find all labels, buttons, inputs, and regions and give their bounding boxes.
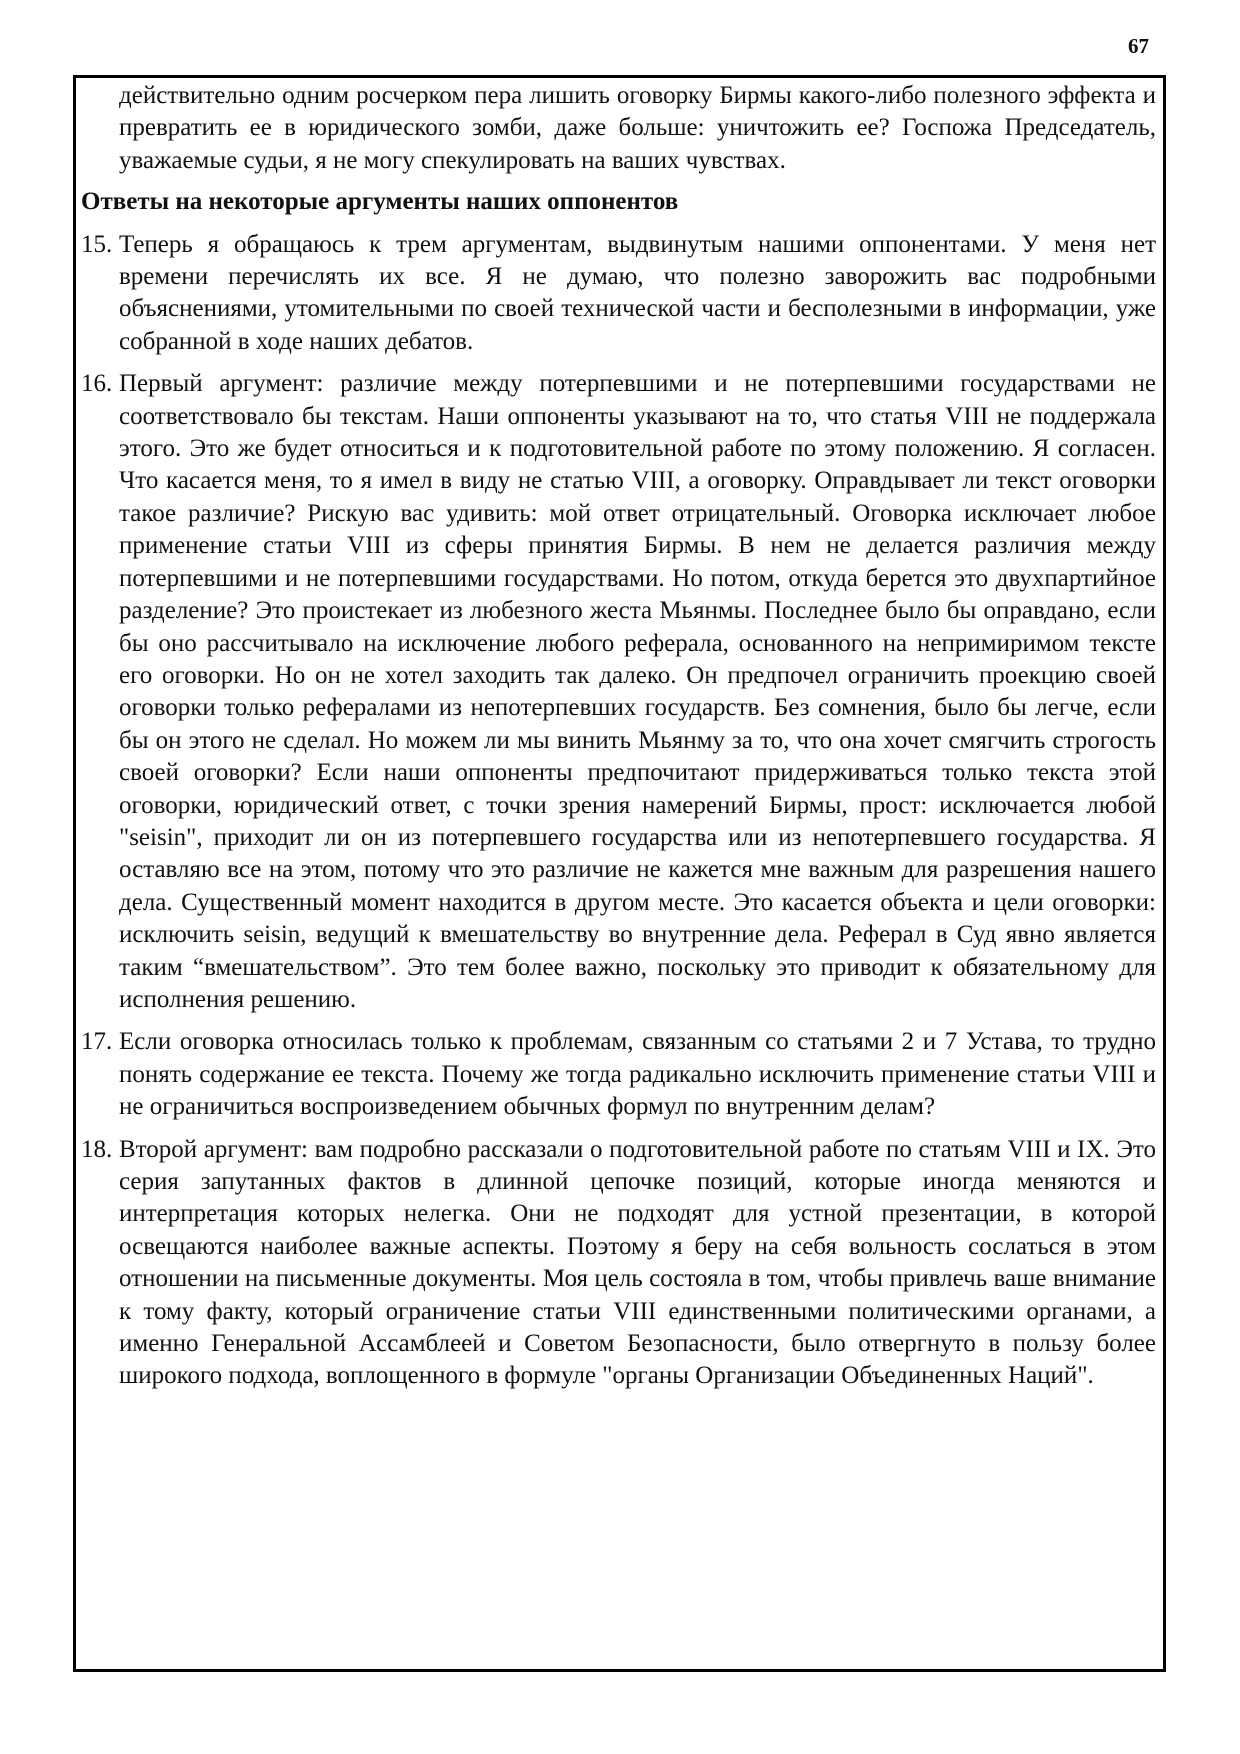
intro-paragraph: действительно одним росчерком пера лишить оговорку Бирмы какого-либо полезного эффекта и превратить ее в юридического зомби, даже больше: уничтожить ее? Госпожа Председатель, уважаемые судьи, я не могу спекулировать на ваших чувствах. — [119, 82, 1156, 174]
section-heading: Ответы на некоторые аргументы наших оппонентов — [81, 188, 679, 216]
numbered-paragraph-18 — [81, 1134, 1156, 1393]
paragraph-text: Теперь я обращаюсь к трем аргументам, выдвинутым нашими оппонентами. У меня нет времени перечислять их все. Я не думаю, что полезно заворожить вас подробными объяснениями, утомительными по своей технической части и бесполезными в информации, уже собранной в ходе наших дебатов. — [119, 230, 1156, 355]
numbered-paragraph-17 — [81, 1026, 1156, 1123]
paragraph-number: 18. — [81, 1135, 113, 1163]
numbered-paragraph-16 — [81, 368, 1156, 1016]
paragraph-text: Первый аргумент: различие между потерпевшими и не потерпевшими государствами не соответствовало бы текстам. Наши оппоненты указывают на то, что статья VIII не поддержала этого. Это же будет относиться и к подготовительной работе по этому положению. Я согласен. Что касается меня, то я имел в виду не статью VIII, а оговорку. Оправдывает ли текст оговорки такое различие? Рискую вас удивить: мой ответ отрицательный. Оговорка исключает любое применение статьи VIII из сферы принятия Бирмы. В нем не делается различия между потерпевшими и не потерпевшими государствами. Но потом, откуда берется это двухпартийное разделение? Это проистекает из любезного жеста Мьянмы. Последнее было бы оправдано, если бы оно рассчитывало на исключение любого реферала, основанного на непримиримом тексте его оговорки. Но он не хотел заходить так далеко. Он предпочел ограничить проекцию своей оговорки только рефералами из непотерпевших государств. Без сомнения, было бы легче, если бы он этого не сделал. Но можем ли мы винить Мьянму за то, что она хочет смягчить строгость своей оговорки? Если наши оппоненты предпочитают придерживаться только текста этой оговорки, юридический ответ, с точки зрения намерений Бирмы, прост: исключается любой "seisin", приходит ли он из потерпевшего государства или из непотерпевшего государства. Я оставляю все на этом, потому что это различие не кажется мне важным для разрешения нашего дела. Существенный момент находится в другом месте. Это касается объекта и цели оговорки: исключить seisin, ведущий к вмешательству во внутренние дела. Реферал в Суд явно является таким “вмешательством”. Это тем более важно, поскольку это приводит к обязательному для исполнения решению. — [119, 370, 1156, 1013]
paragraph-text: Если оговорка относилась только к проблемам, связанным со статьями 2 и 7 Устава, то трудно понять содержание ее текста. Почему же тогда радикально исключить применение статьи VIII и не ограничиться воспроизведением обычных формул по внутренним делам? — [119, 1028, 1156, 1121]
numbered-paragraph-15 — [81, 229, 1156, 359]
document-body — [81, 80, 1156, 1403]
paragraph-number: 17. — [81, 1028, 113, 1056]
page-number: 67 — [1128, 34, 1149, 58]
paragraph-text: Второй аргумент: вам подробно рассказали о подготовительной работе по статьям VIII и IX. Это серия запутанных фактов в длинной цепочке позиций, которые иногда меняются и интерпретация которых нелегка. Они не подходят для устной презентации, в которой освещаются наиболее важные аспекты. Поэтому я беру на себя вольность сослаться в этом отношении на письменные документы. Моя цель состояла в том, чтобы привлечь ваше внимание к тому факту, который ограничение статьи VIII единственными политическими органами, а именно Генеральной Ассамблеей и Советом Безопасности, было отвергнуто в пользу более широкого подхода, воплощенного в формуле "органы Организации Объединенных Наций". — [119, 1135, 1156, 1390]
paragraph-number: 16. — [81, 370, 113, 398]
paragraph-number: 15. — [81, 230, 113, 258]
